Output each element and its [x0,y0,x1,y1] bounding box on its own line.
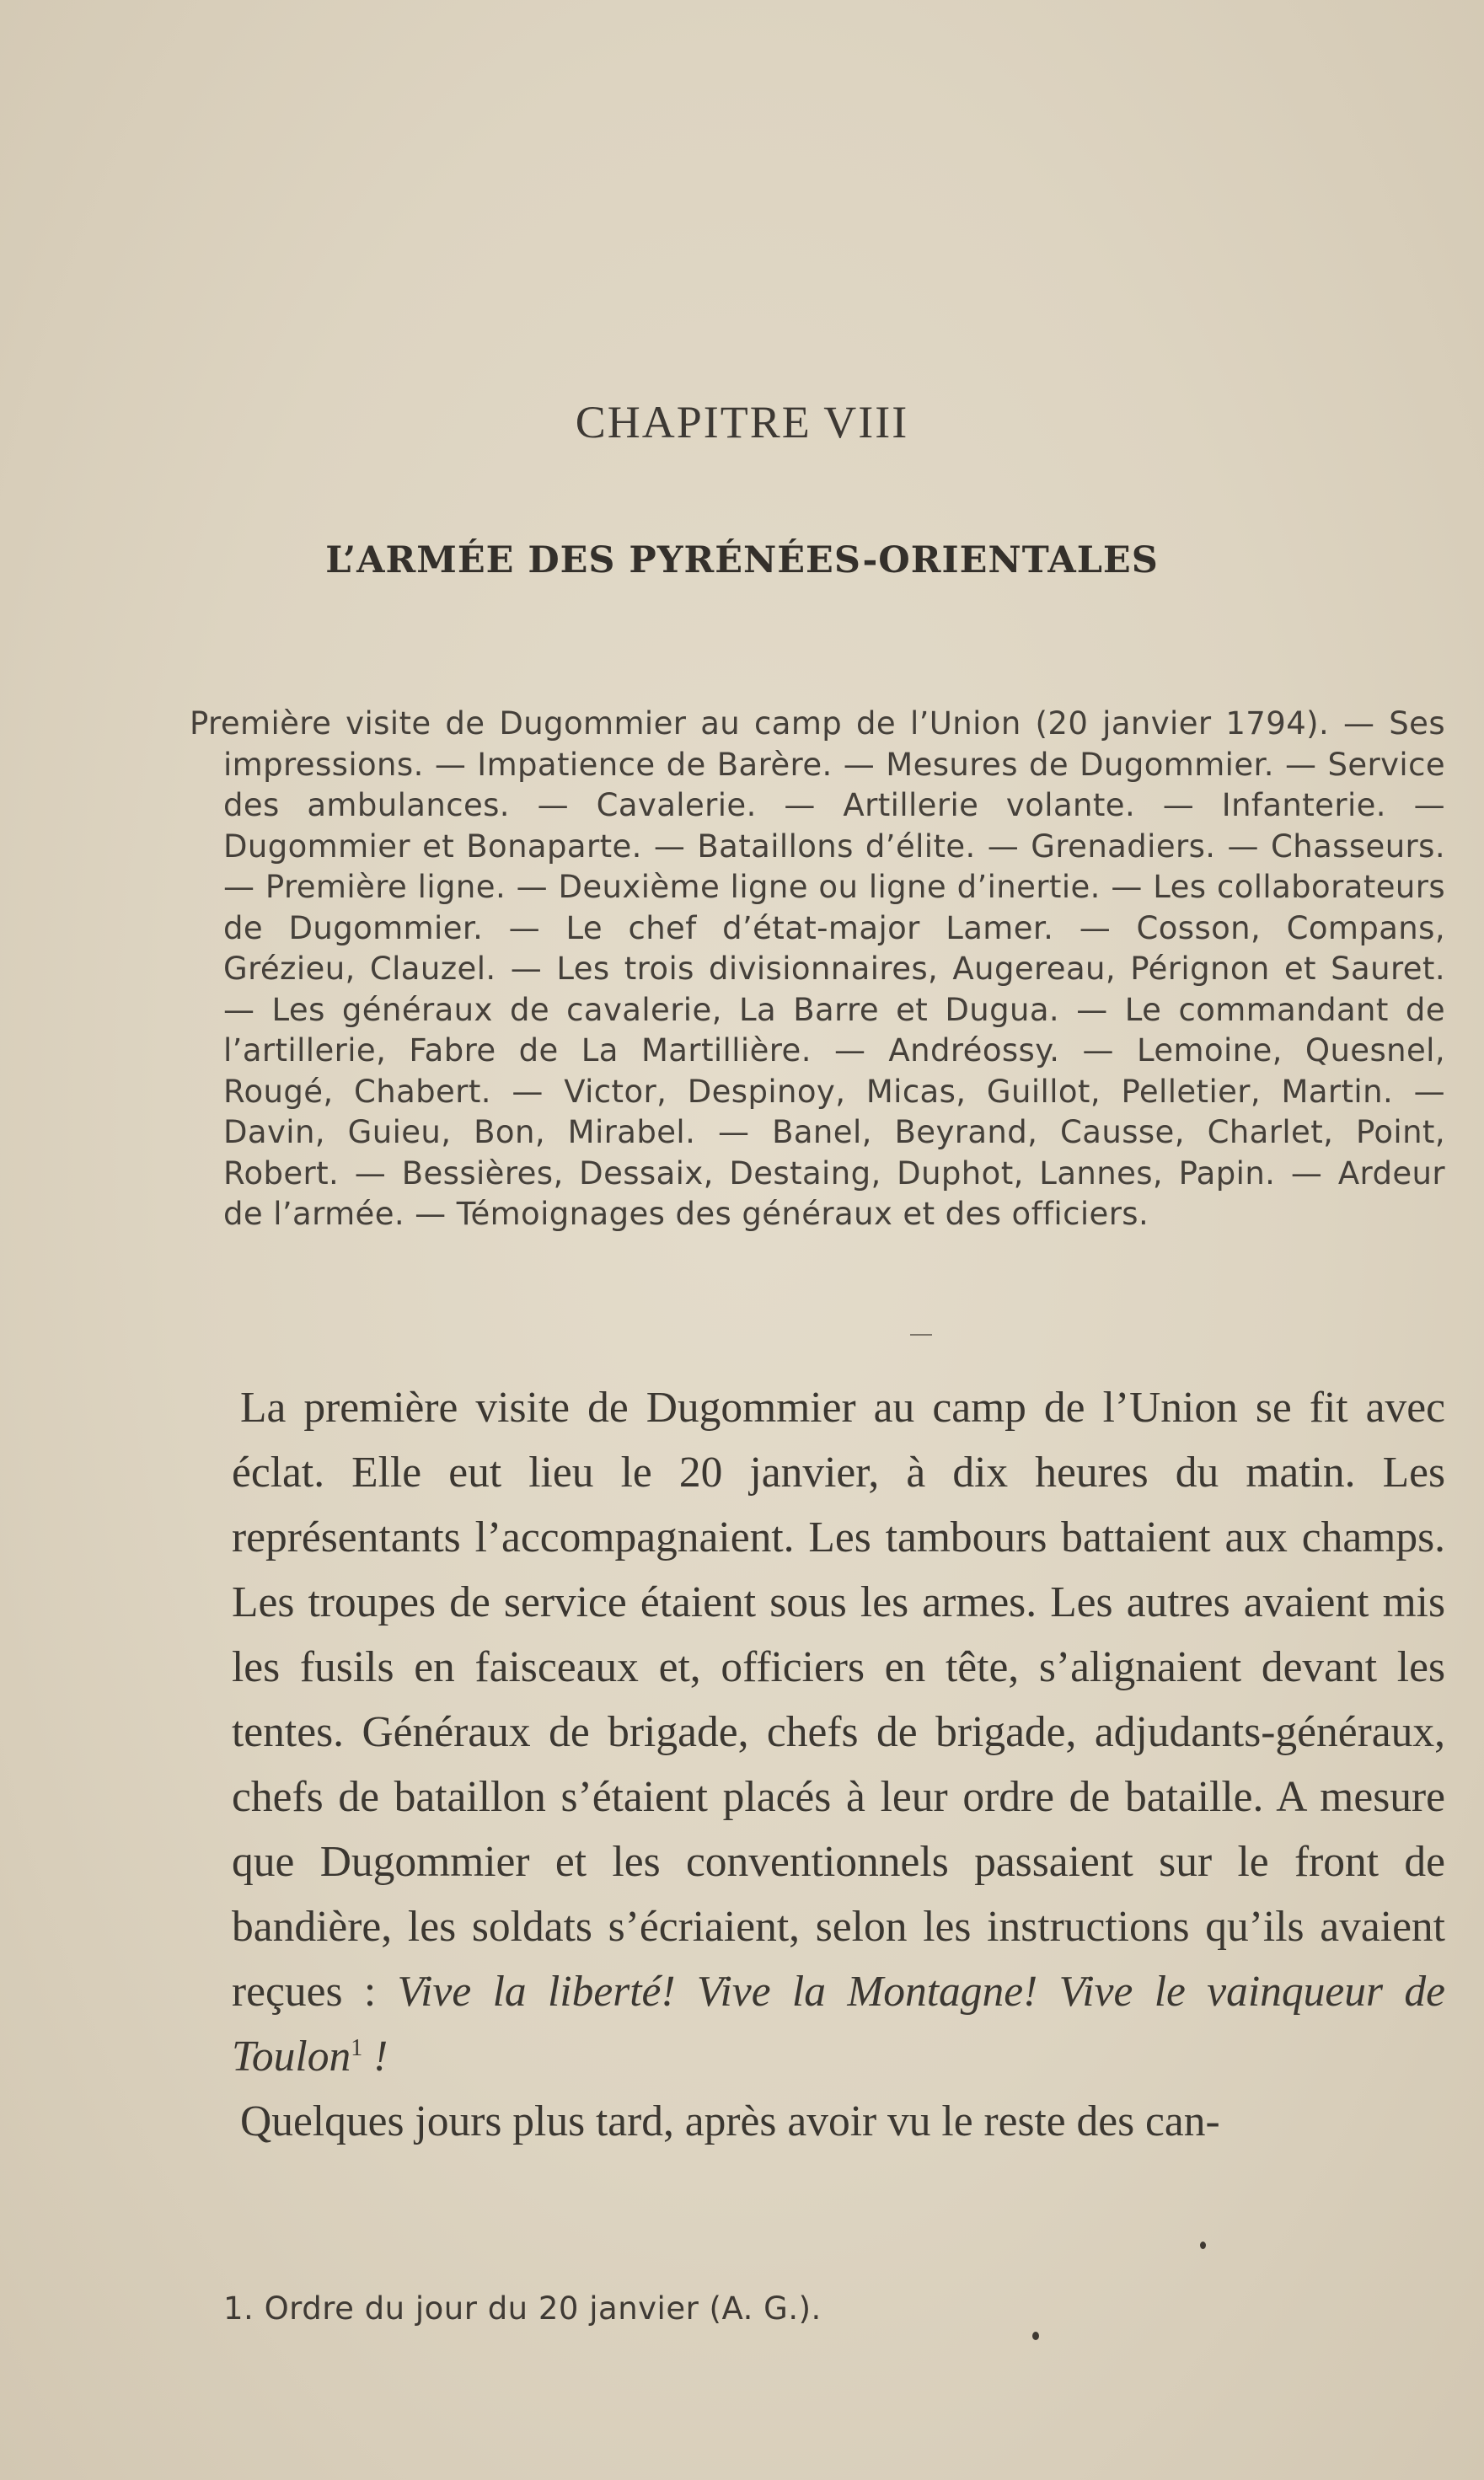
body-text [232,1375,1445,2154]
section-divider [910,1334,932,1336]
ink-speck [1200,2242,1206,2249]
paragraph-end: ! [362,2033,388,2081]
ink-speck [1032,2332,1039,2340]
chapter-summary: Première visite de Dugommier au camp de l’Union (20 janvier 1794). — Ses impressions. — Impatience de Barère. — Mesures de Dugommier. — Service des ambulances. — Cavalerie. — Artillerie volante. — Infanterie. — Dugommier et Bonaparte. — Bataillons d’élite. — Grenadiers. — Chasseurs. — Première ligne. — Deuxième ligne ou ligne d’inertie. — Les collaborateurs de Dugommier. — Le chef d’état-major Lamer. — Cosson, Compans, Grézieu, Clauzel. — Les trois divisionnaires, Augereau, Pérignon et Sauret. — Les généraux de cavalerie, La Barre et Dugua. — Le commandant de l’artillerie, Fabre de La Martillière. — Andréossy. — Lemoine, Quesnel, Rougé, Chabert. — Victor, Despinoy, Micas, Guillot, Pelletier, Martin. — Davin, Guieu, Bon, Mirabel. — Banel, Beyrand, Causse, Charlet, Point, Robert. — Bessières, Dessaix, Destaing, Duphot, Lannes, Papin. — Ardeur de l’armée. — Témoignages des généraux et des officiers. [190,705,1445,1232]
footnote-ref: 1 [351,2034,363,2061]
paragraph-text: La première visite de Dugommier au camp de l’Union se fit avec éclat. Elle eut lieu le 20 janvier, à dix heures du matin. Les représentants l’accompagnaient. Les tambours battaient aux champs. Les troupes de service étaient sous les armes. Les autres avaient mis les fusils en faisceaux et, officiers en tête, s’alignaient devant les tentes. Généraux de brigade, chefs de brigade, adjudants-généraux, chefs de bataillon s’étaient placés à leur ordre de bataille. A mesure que Dugommier et les conventionnels passaient sur le front de bandière, les soldats s’écriaient, selon les instructions qu’ils avaient reçues : [232,1384,1445,2016]
paragraph: Quelques jours plus tard, après avoir vu le reste des can- [240,2097,1220,2145]
paragraph [232,1375,1445,2089]
chapter-title: L’ARMÉE DES PYRÉNÉES-ORIENTALES [325,539,1159,581]
chapter-number: CHAPITRE VIII [575,397,909,447]
footnote: 1. Ordre du jour du 20 janvier (A. G.). [223,2290,822,2327]
soldiers-cry: Vive la liberté! Vive la Montagne! Vive le vainqueur de Toulon [232,1968,1445,2081]
